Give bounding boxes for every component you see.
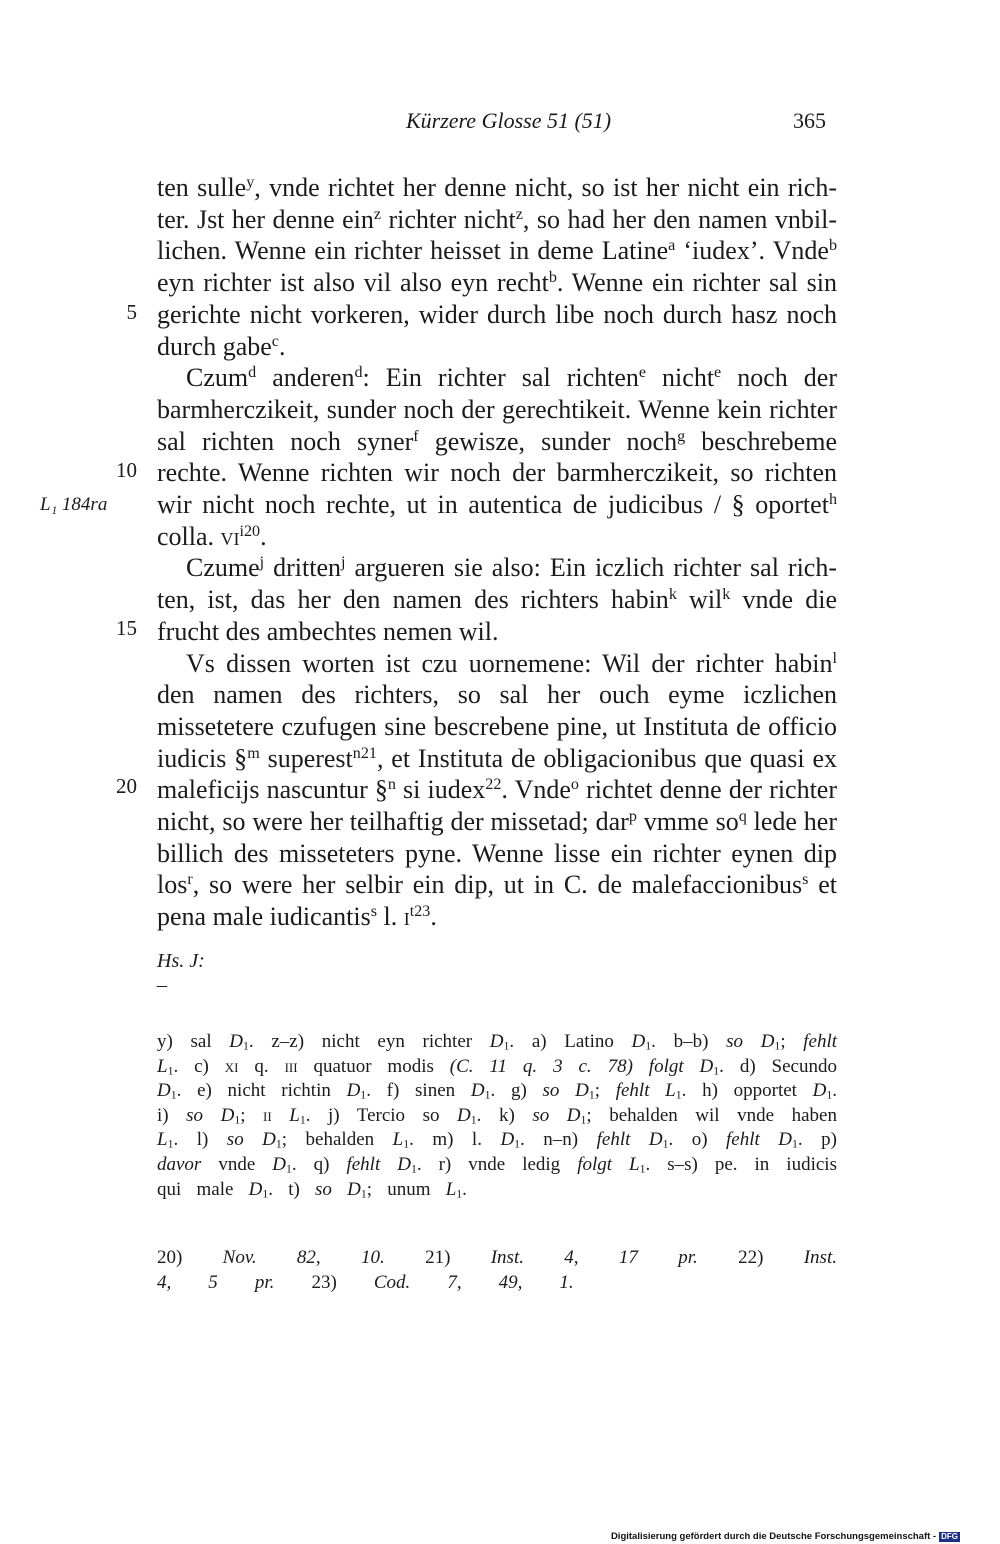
marginal-folio-note: L₁ 184ra (40, 494, 108, 515)
dfg-logo-icon: DFG (941, 1531, 958, 1541)
line-number-5: 5 (126, 300, 137, 324)
manuscript-label: Hs. J: (157, 950, 205, 972)
running-title: Kürzere Glosse 51 (51) (406, 108, 612, 133)
digitization-note: Digitalisierung gefördert durch die Deutsche Forschungsgemeinschaft - (610, 1531, 937, 1542)
apparatus-notes: y) sal $D_1$. z–z) nicht eyn richter $D_1$. a) Latino $D_1$. b–b) so $D_1$; fehlt $L_1$. c) xi q. iii quatuor modis (C. 11 q. 3 c. 78) folgt $D_1$. d) Secundo $D_1$. e) nicht richtin $D_1$. f) sinen $D_1$. g) so $D_1$; fehlt $L_1$. h) opportet $D_1$. i) so $D_1$; ii $L_1$. j) Tercio so $D_1$. k) so $D_1$; behalden wil vnde haben $L_1$. l) so $D_1$; behalden $L_1$. m) l. $D_1$. n–n) fehlt $D_1$. o) fehlt $D_1$. p) davor vnde $D_1$. q) fehlt $D_1$. r) vnde ledig folgt $L_1$. s–s) pe. in iudicis qui male $D_1$. t) so $D_1$; unum $L_1$. (157, 1031, 838, 1200)
line-number-15: 15 (116, 616, 137, 640)
paragraph-3: Czume$^j$ dritten$^j$ argueren sie also: Ein iczlich richter sal richten, ist, das her den namen des richters habin$^k$ wil$^k$ vnde die frucht des ambechtes nemen wil. (157, 553, 838, 646)
paragraph-1: ten sulle$^y$, vnde richtet her denne nicht, so ist her nicht ein richter. Jst her denne ein$^z$ richter nicht$^z$, so had her den namen vnbillichen. Wenne ein richter heisset in deme Latine$^a$ ‘iudex’. Vnde$^b$ eyn richter ist also vil also eyn recht$^b$. Wenne ein richter sal sin gerichte nicht vorkeren, wider durch libe noch durch hasz noch durch gabe$^c$. (157, 173, 837, 361)
paragraph-2: Czum$^d$ anderen$^d$: Ein richter sal richten$^e$ nicht$^e$ noch der barmherczikeit, sunder noch der gerechtikeit. Wenne kein richter sal richten noch syner$^f$ gewisze, sunder noch$^g$ beschrebeme rechte. Wenne richten wir noch der barmherczikeit, so richten wir nicht noch rechte, ut in autentica de judicibus / § oportet$^h$ colla. $vi^{i20}$. (157, 363, 837, 551)
page-number: 365 (793, 108, 826, 133)
source-notes: 20) Nov. 82, 10. 21) Inst. 4, 17 pr. 22) Inst. 4, 5 pr. 23) Cod. 7, 49, 1. (157, 1247, 837, 1293)
main-text (157, 172, 837, 933)
manuscript-dash: – (157, 974, 167, 996)
line-number-10: 10 (116, 458, 137, 482)
digitization-footer (611, 1531, 960, 1542)
line-number-20: 20 (116, 774, 137, 798)
paragraph-4: Vs dissen worten ist czu uornemene: Wil der richter habin$^l$ den namen des richters, so sal her ouch eyme iczlichen missetetere czufugen sine bescrebene pine, ut Instituta de officio iudicis §$^m$ superest$^{n21}$, et Instituta de obligacionibus que quasi ex maleficijs nascuntur §$^n$ si iudex$^{22}$. Vnde$^o$ richtet denne der richter nicht, so were her teilhaftig der missetad; dar$^p$ vmme $so^q$ lede her billich des misseteters pyne. Wenne lisse ein richter eynen dip los$^r$, so were her selbir ein dip, ut in C. de malefaccionibus$^s$ et pena male iudicantis$^s$ l. $i^{t23}$. (157, 648, 837, 932)
